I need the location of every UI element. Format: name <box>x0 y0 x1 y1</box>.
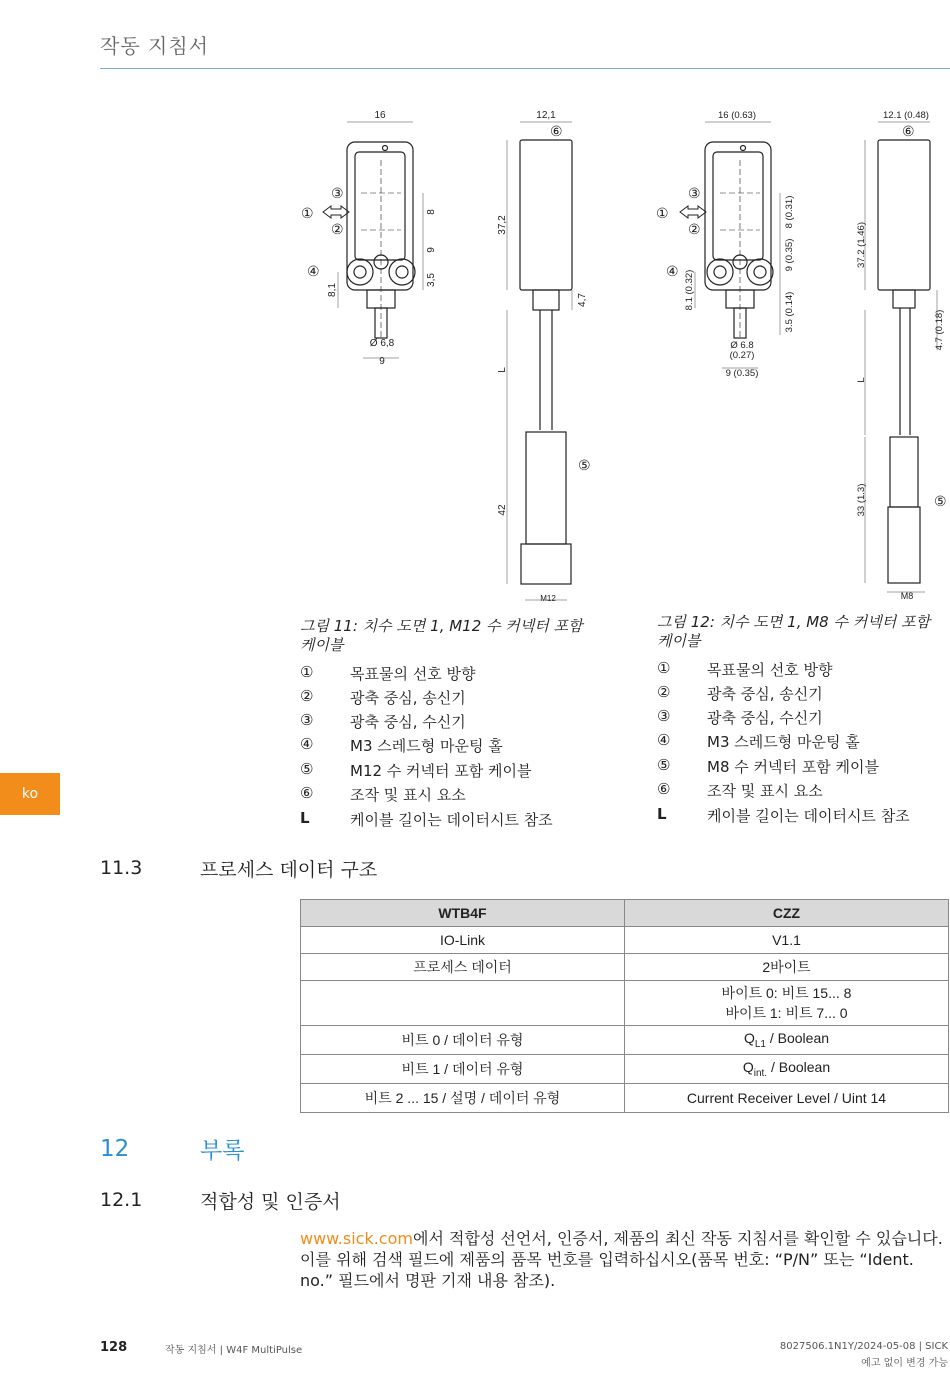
dim-9: 9 (0.35) <box>784 238 795 272</box>
table-row <box>301 927 949 954</box>
dim-connector: M12 <box>540 594 556 603</box>
chapter-title: 부록 <box>200 1138 245 1164</box>
marker-4: ④ <box>307 263 320 279</box>
page-header-title: 작동 지침서 <box>100 34 209 58</box>
table-cell <box>301 981 625 1026</box>
process-data-table <box>300 899 949 1113</box>
table-row <box>301 981 949 1026</box>
dim-L: L <box>856 377 867 383</box>
section-title: 프로세스 데이터 구조 <box>200 859 378 881</box>
table-cell: 비트 0 / 데이터 유형 <box>301 1026 625 1055</box>
marker-1: ① <box>656 205 669 221</box>
dim-connector: M8 <box>900 591 914 601</box>
marker-5: ⑤ <box>578 457 591 473</box>
dim-diameter-inch: (0.27) <box>729 350 755 361</box>
marker-6: ⑥ <box>902 123 915 139</box>
table-row <box>301 1084 949 1113</box>
table-cell: IO-Link <box>301 927 625 954</box>
marker-2: ② <box>688 221 701 237</box>
table-cell-line: 바이트 1: 비트 7... 0 <box>725 1005 848 1021</box>
table-cell: Current Receiver Level / Uint 14 <box>625 1084 949 1113</box>
section-title: 적합성 및 인증서 <box>200 1191 341 1213</box>
table-cell: 비트 2 ... 15 / 설명 / 데이터 유형 <box>301 1084 625 1113</box>
table-cell: $Q_{int.}$ / Boolean <box>625 1055 949 1084</box>
dim-3-5: 3.5 (0.14) <box>784 291 795 333</box>
body-paragraph: www.sick.com에서 적합성 선언서, 인증서, 제품의 최신 작동 지침서를 확인할 수 있습니다. 이를 위해 검색 필드에 제품의 품목 번호를 입력하십시오(품목 번호: “P/N” 또는 “Ident. no.” 필드에서 명판 기재 내용 참조). <box>300 1229 943 1290</box>
dim-4-7: 4,7 <box>577 293 588 307</box>
sick-link[interactable]: www.sick.com <box>300 1229 413 1248</box>
table-row <box>301 1026 949 1055</box>
dim-8-1: 8,1 <box>327 283 338 297</box>
table-cell: 프로세스 데이터 <box>301 954 625 981</box>
dim-9-width: 9 <box>379 356 385 367</box>
dim-12-1: 12,1 <box>536 110 556 121</box>
dim-16: 16 (0.63) <box>717 110 757 121</box>
dim-12-1: 12.1 (0.48) <box>883 110 929 121</box>
figure-12-drawing <box>650 100 950 610</box>
dim-diameter: Ø 6,8 <box>369 338 395 349</box>
table-row <box>301 954 949 981</box>
table-header: WTB4F <box>301 900 625 927</box>
dim-9-width: 9 (0.35) <box>725 368 759 379</box>
table-row <box>301 1055 949 1084</box>
dim-diameter: Ø 6.8 <box>730 340 754 351</box>
dim-37-2: 37,2 <box>497 215 508 235</box>
figure-11-drawing <box>295 100 615 610</box>
marker-5: ⑤ <box>934 493 947 509</box>
marker-2: ② <box>331 221 344 237</box>
marker-3: ③ <box>331 185 344 201</box>
dim-8-1: 8.1 (0.32) <box>684 269 695 311</box>
dim-37-2: 37.2 (1.46) <box>856 222 867 268</box>
table-cell-line: 바이트 0: 비트 15... 8 <box>721 985 852 1001</box>
table-cell: V1.1 <box>625 927 949 954</box>
language-tab: ko <box>0 773 60 815</box>
header-rule <box>100 68 950 69</box>
table-cell: 비트 1 / 데이터 유형 <box>301 1055 625 1084</box>
dim-8: 8 <box>426 209 437 215</box>
footer-note: 예고 없이 변경 가능 <box>861 1358 948 1369</box>
footer-doc-code: 8027506.1N1Y/2024-05-08 | SICK <box>779 1341 948 1352</box>
marker-4: ④ <box>666 263 679 279</box>
marker-6: ⑥ <box>550 123 563 139</box>
table-header: CZZ <box>625 900 949 927</box>
page-number: 128 <box>100 1340 128 1355</box>
dim-42: 42 <box>497 504 508 516</box>
dim-9: 9 <box>426 247 437 253</box>
figure-11-caption: 그림 11: 치수 도면 1, M12 수 커넥터 포함 케이블 <box>300 617 583 654</box>
table-cell <box>625 981 949 1026</box>
section-number: 12.1 <box>100 1189 143 1211</box>
section-number: 11.3 <box>100 857 143 879</box>
figure-12-caption: 그림 12: 치수 도면 1, M8 수 커넥터 포함 케이블 <box>657 613 930 650</box>
marker-1: ① <box>301 205 314 221</box>
dim-8: 8 (0.31) <box>784 195 795 229</box>
table-cell: $Q_{L1}$ / Boolean <box>625 1026 949 1055</box>
dim-33: 33 (1.3) <box>856 483 867 517</box>
marker-3: ③ <box>688 185 701 201</box>
footer-doc-title: 작동 지침서 | W4F MultiPulse <box>165 1345 303 1356</box>
table-cell: 2바이트 <box>625 954 949 981</box>
dim-4-7: 4.7 (0.18) <box>934 309 945 351</box>
chapter-number: 12 <box>100 1136 130 1162</box>
dim-3-5: 3,5 <box>426 273 437 287</box>
dim-16: 16 <box>374 110 386 121</box>
figure-11-legend: ① 목표물의 선호 방향 ② 광축 중심, 송신기 ③ 광축 중심, 수신기 ④ M3 스레드형 마운팅 홀 ⑤ M12 수 커넥터 포함 케이블 ⑥ 조작 및 표시 요소 L 케이블 길이는 데이터시트 참조 <box>300 663 553 829</box>
figure-12-legend: ① 목표물의 선호 방향 ② 광축 중심, 송신기 ③ 광축 중심, 수신기 ④ M3 스레드형 마운팅 홀 ⑤ M8 수 커넥터 포함 케이블 ⑥ 조작 및 표시 요소 L 케이블 길이는 데이터시트 참조 <box>657 659 910 825</box>
table-header-row <box>301 900 949 927</box>
dim-L: L <box>497 367 508 373</box>
